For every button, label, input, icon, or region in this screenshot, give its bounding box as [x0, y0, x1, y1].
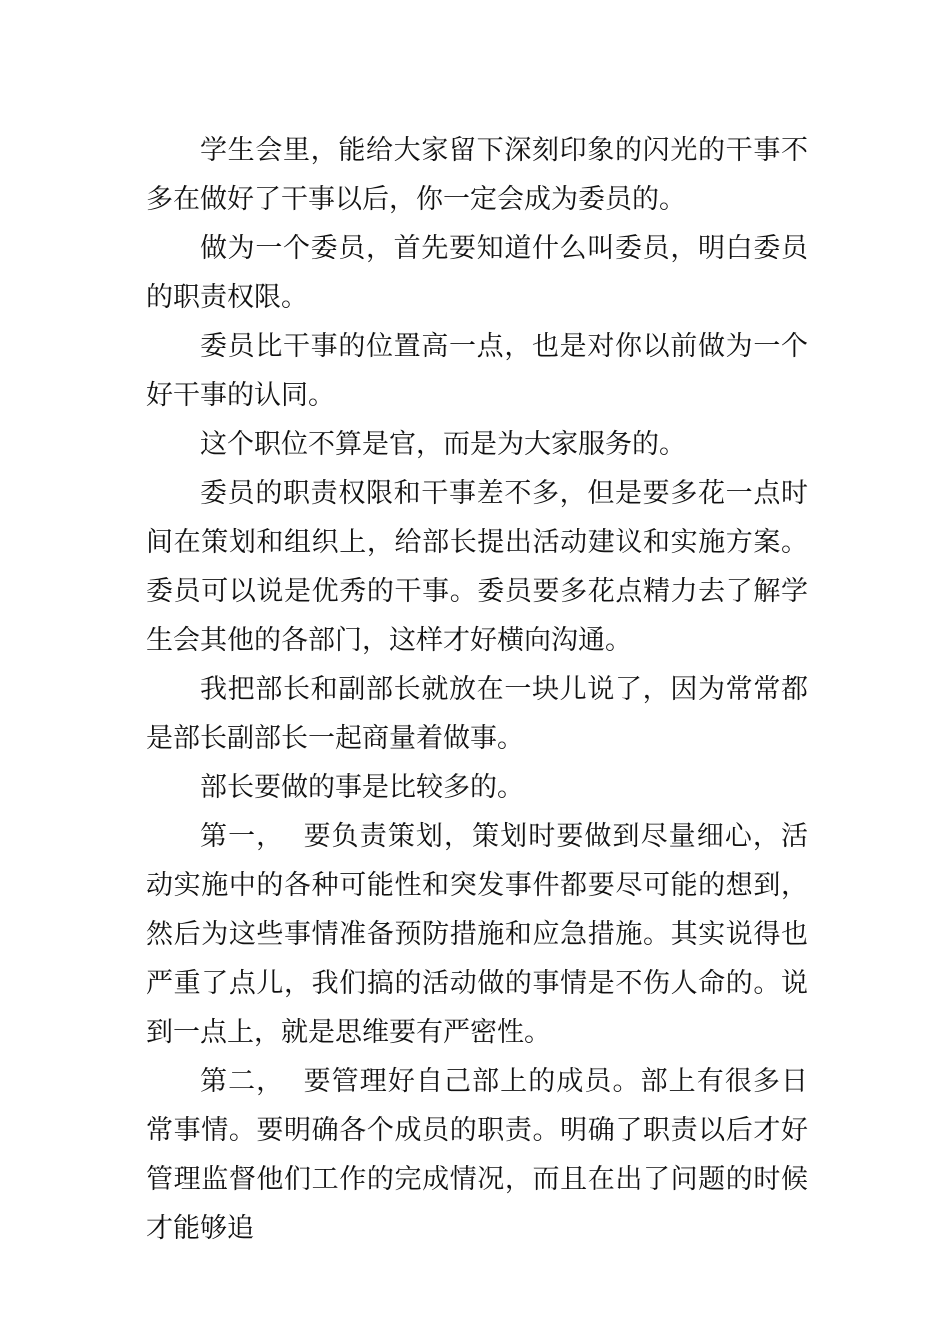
paragraph: 做为一个委员，首先要知道什么叫委员，明白委员的职责权限。: [146, 233, 808, 313]
paragraph: 学生会里，能给大家留下深刻印象的闪光的干事不多在做好了干事以后，你一定会成为委员的。: [146, 135, 808, 215]
paragraph: 这个职位不算是官，而是为大家服务的。: [200, 429, 686, 460]
document-body: [146, 126, 808, 1253]
paragraph: 我把部长和副部长就放在一块儿说了，因为常常都是部长副部长一起商量着做事。: [146, 674, 808, 754]
paragraph: 第一， 要负责策划，策划时要做到尽量细心，活动实施中的各种可能性和突发事件都要尽可能的想到，然后为这些事情准备预防措施和应急措施。其实说得也严重了点儿，我们搞的活动做的事情是不伤人命的。说到一点上，就是思维要有严密性。: [146, 821, 808, 1048]
paragraph: 第二， 要管理好自己部上的成员。部上有很多日常事情。要明确各个成员的职责。明确了职责以后才好管理监督他们工作的完成情况，而且在出了问题的时候才能够追: [146, 1066, 808, 1244]
paragraph: 委员比干事的位置高一点，也是对你以前做为一个好干事的认同。: [146, 331, 808, 411]
paragraph: 委员的职责权限和干事差不多，但是要多花一点时间在策划和组织上，给部长提出活动建议和实施方案。委员可以说是优秀的干事。委员要多花点精力去了解学生会其他的各部门，这样才好横向沟通。: [146, 478, 808, 656]
paragraph: 部长要做的事是比较多的。: [200, 772, 524, 803]
